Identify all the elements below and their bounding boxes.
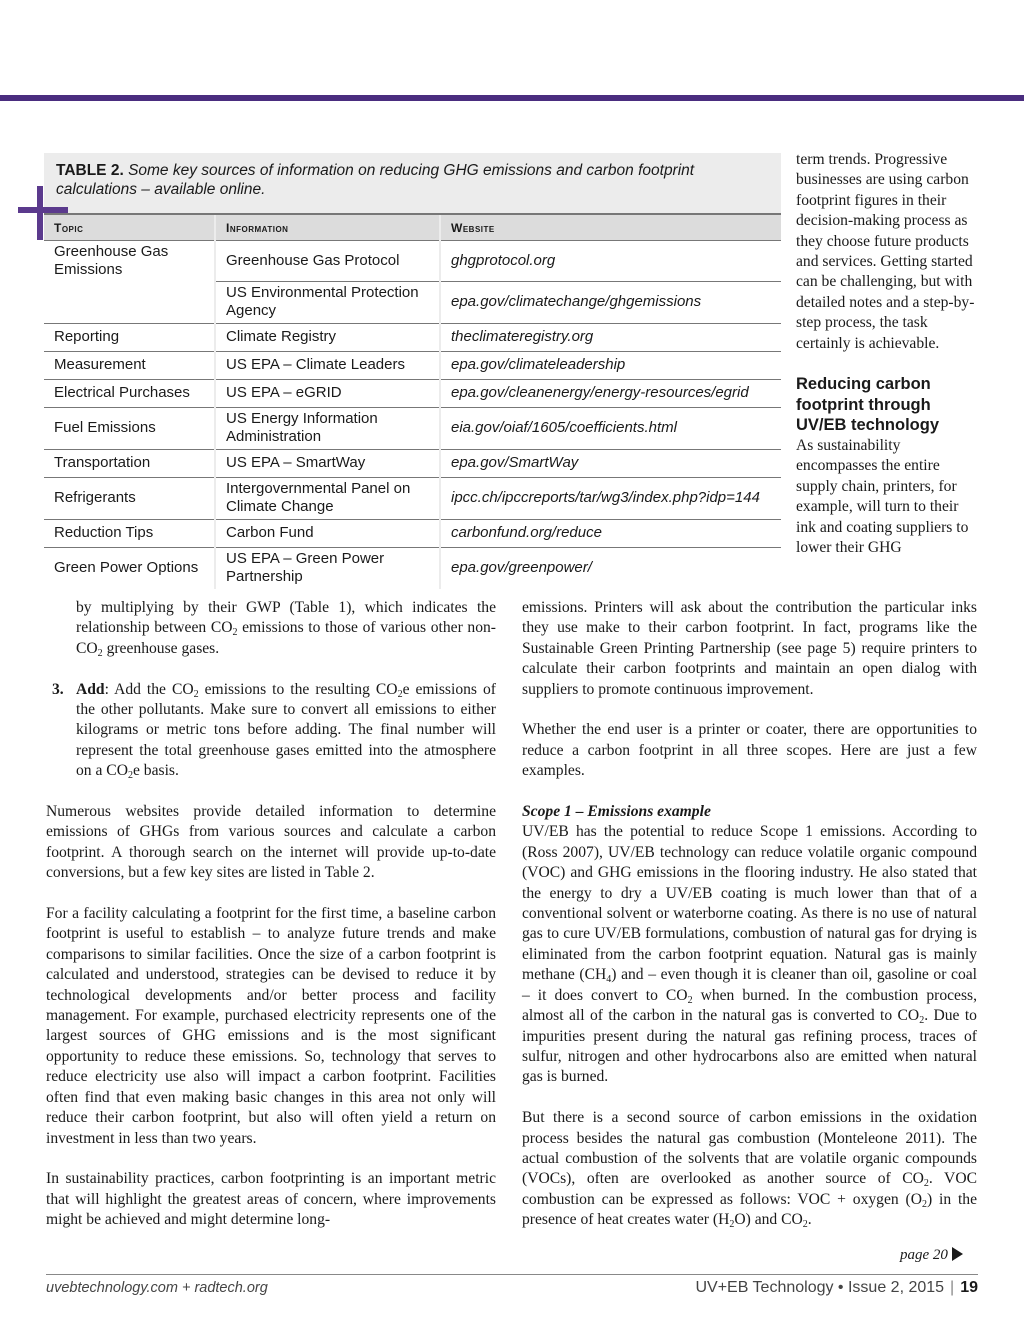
- cell-website[interactable]: eia.gov/oiaf/1605/coefficients.html: [440, 407, 781, 449]
- header-accent-bar: [0, 95, 1024, 101]
- cell-information: US Energy Information Administration: [215, 407, 440, 449]
- paragraph: term trends. Progressive businesses are using carbon footprint figures in their decision-making process as they choose future products and services. Getting started can be challenging, but with detailed notes and a step-by-step process, the task certainly is achievable.: [796, 151, 975, 352]
- header-information: Information: [215, 214, 440, 241]
- cell-topic: Refrigerants: [44, 477, 215, 519]
- cell-information: US EPA – SmartWay: [215, 449, 440, 477]
- cell-topic: Fuel Emissions: [44, 407, 215, 449]
- text-run: . Due to impurities present during the natural gas refining process, traces of sulfur, nitrogen and other hydrocarbons also are emitted when natural gas is burned.: [522, 1007, 977, 1086]
- text-run: But there is a second source of carbon emissions in the oxidation process besides the natural gas combustion (Monteleone 2011). The actual combustion of the solvents that are volatile organic compounds (VOCs), often are overlooked as another source of CO: [522, 1109, 977, 1188]
- text-run: emissions to the resulting CO: [198, 680, 398, 698]
- left-column: [46, 598, 496, 1231]
- subscript: 2: [193, 688, 199, 700]
- table-row: [44, 379, 781, 407]
- footer-publication-info: [695, 1279, 978, 1297]
- table-row: [44, 547, 781, 589]
- cell-information: Greenhouse Gas Protocol: [215, 241, 440, 282]
- text-run: ) and – even though it is cleaner than oil, gasoline or coal – it does convert to CO: [522, 966, 977, 1004]
- right-column: [522, 598, 977, 1231]
- cell-information: US EPA – eGRID: [215, 379, 440, 407]
- sources-table: [44, 213, 781, 589]
- text-run: e basis.: [132, 762, 179, 780]
- cell-website[interactable]: epa.gov/SmartWay: [440, 449, 781, 477]
- cell-topic: Transportation: [44, 449, 215, 477]
- scope-heading: Scope 1 – Emissions example: [522, 803, 711, 821]
- table-header-row: [44, 214, 781, 241]
- cell-website[interactable]: ipcc.ch/ipccreports/tar/wg3/index.php?idp=144: [440, 477, 781, 519]
- subscript: 2: [729, 1219, 735, 1231]
- cell-information: Carbon Fund: [215, 519, 440, 547]
- table-row: [44, 477, 781, 519]
- paragraph: [522, 1108, 977, 1230]
- footer-websites: uvebtechnology.com + radtech.org: [46, 1280, 268, 1296]
- cell-topic: Electrical Purchases: [44, 379, 215, 407]
- cell-topic: Measurement: [44, 351, 215, 379]
- table-row: [44, 351, 781, 379]
- section-heading: Reducing carbon footprint through UV/EB technology: [796, 375, 940, 435]
- table-row: [44, 407, 781, 449]
- cell-topic: Greenhouse Gas Emissions: [44, 241, 215, 282]
- subscript: 4: [606, 974, 612, 986]
- subscript: 2: [923, 1178, 929, 1190]
- text-run: O) and CO: [734, 1211, 803, 1229]
- publication-name: UV+EB Technology • Issue 2, 2015: [695, 1279, 945, 1296]
- subscript: 2: [397, 688, 403, 700]
- cell-website[interactable]: epa.gov/climatechange/ghgemissions: [440, 281, 781, 323]
- cell-website[interactable]: theclimateregistry.org: [440, 323, 781, 351]
- subscript: 2: [97, 647, 103, 659]
- plus-ornament-bar: [18, 207, 68, 213]
- paragraph: For a facility calculating a footprint for the first time, a baseline carbon footprint is useful to establish – to analyze future trends and make comparisons to similar facilities. Once the size of a carbon footprint is calculated and understood, strategies can be devised to reduce it by technological developments and/or better process and facility management. For example, purchased electricity represents one of the largest sources of GHG emissions and is the most significant opportunity to reduce these emissions. So, technology that serves to reduce electricity use also will impact a carbon footprint. Facilities often find that even making basic changes in this area not only will reduce their carbon footprint, but also will often yield a return on investment in less than two years.: [46, 905, 496, 1147]
- text-run: greenhouse gases.: [102, 639, 220, 657]
- cell-topic: Green Power Options: [44, 547, 215, 589]
- cell-website[interactable]: ghgprotocol.org: [440, 241, 781, 282]
- text-run: UV/EB has the potential to reduce Scope 1 emissions. According to (Ross 2007), UV/EB technology can reduce volatile organic compound (VOC) and GHG emissions in the flooring industry. He also stated that the energy to dry a UV/EB coating is much lower than that of a conventional solvent or waterborne coating. As there is no use of natural gas to cure UV/EB formulations, combustion of natural gas for drying is eliminated from the carbon footprint equation. Natural gas is mainly methane (CH: [522, 823, 977, 984]
- text-run: : Add the CO: [104, 680, 194, 698]
- continued-page-link[interactable]: [900, 1247, 963, 1264]
- footer-separator: |: [950, 1279, 955, 1296]
- page-ref-text: page 20: [900, 1247, 948, 1263]
- table-row: [44, 241, 781, 282]
- text-run: emissions to those of various other non-CO: [76, 619, 496, 657]
- subscript: 2: [919, 1015, 925, 1027]
- paragraph: [46, 598, 496, 659]
- subscript: 2: [687, 994, 693, 1006]
- cell-website[interactable]: epa.gov/climateleadership: [440, 351, 781, 379]
- text-run: .: [807, 1211, 812, 1229]
- table-row: [44, 281, 781, 323]
- paragraph: [522, 822, 977, 1087]
- arrow-right-icon: [952, 1247, 963, 1261]
- footer-divider: [46, 1274, 978, 1275]
- table-caption-text: Some key sources of information on reducing GHG emissions and carbon footprint calculations – available online.: [56, 162, 695, 198]
- table-row: [44, 323, 781, 351]
- paragraph: As sustainability encompasses the entire supply chain, printers, for example, will turn to their ink and coating suppliers to lower their GHG: [796, 436, 969, 556]
- cell-topic: Reporting: [44, 323, 215, 351]
- cell-information: Climate Registry: [215, 323, 440, 351]
- subscript: 2: [802, 1219, 808, 1231]
- list-number: 3.: [52, 680, 64, 698]
- cell-topic: [44, 281, 215, 323]
- table-row: [44, 519, 781, 547]
- list-item: [46, 680, 496, 782]
- text-run: . VOC combustion can be expressed as follows: VOC + oxygen (O: [522, 1170, 977, 1208]
- subscript: 2: [232, 627, 238, 639]
- right-sidebar-text: [796, 150, 976, 558]
- cell-website[interactable]: epa.gov/cleanenergy/energy-resources/egrid: [440, 379, 781, 407]
- subscript: 2: [921, 1198, 927, 1210]
- paragraph: Whether the end user is a printer or coater, there are opportunities to reduce a carbon footprint in all three scopes. Here are just a few examples.: [522, 721, 977, 780]
- header-website: Website: [440, 214, 781, 241]
- cell-website[interactable]: carbonfund.org/reduce: [440, 519, 781, 547]
- plus-ornament: [37, 186, 43, 240]
- cell-information: US EPA – Climate Leaders: [215, 351, 440, 379]
- cell-information: US EPA – Green Power Partnership: [215, 547, 440, 589]
- list-label: Add: [76, 680, 105, 698]
- cell-website[interactable]: epa.gov/greenpower/: [440, 547, 781, 589]
- cell-information: US Environmental Protection Agency: [215, 281, 440, 323]
- text-run: e emissions of the other pollutants. Make sure to convert all emissions to either kilograms or metric tons before adding. The final number will represent the total greenhouse gases emitted into the atmosphere on a CO: [76, 680, 496, 780]
- text-run: by multiplying by their GWP (Table 1), which indicates the relationship between CO: [76, 599, 496, 637]
- table-caption: [56, 161, 756, 199]
- subscript: 2: [127, 770, 133, 782]
- header-topic: Topic: [44, 214, 215, 241]
- text-run: when burned. In the combustion process, almost all of the carbon in the natural gas is converted to CO: [522, 986, 977, 1025]
- table-row: [44, 449, 781, 477]
- page-number: 19: [960, 1279, 978, 1296]
- cell-topic: Reduction Tips: [44, 519, 215, 547]
- cell-information: Intergovernmental Panel on Climate Change: [215, 477, 440, 519]
- paragraph: emissions. Printers will ask about the contribution the particular inks they use make to their carbon footprint. In fact, programs like the Sustainable Green Printing Partnership (see page 5) require printers to calculate their carbon footprints and maintain an open dialog with suppliers to promote continuous improvement.: [522, 599, 977, 698]
- table-label: TABLE 2.: [56, 162, 124, 179]
- paragraph: In sustainability practices, carbon footprinting is an important metric that will highlight the greatest areas of concern, where improvements might be achieved and might determine long-: [46, 1170, 496, 1229]
- text-run: ) in the presence of heat creates water (H: [522, 1190, 977, 1229]
- paragraph: Numerous websites provide detailed information to determine emissions of GHGs from various sources and calculate a carbon footprint. A thorough search on the internet will provide up-to-date conversions, but a few key sites are listed in Table 2.: [46, 803, 496, 882]
